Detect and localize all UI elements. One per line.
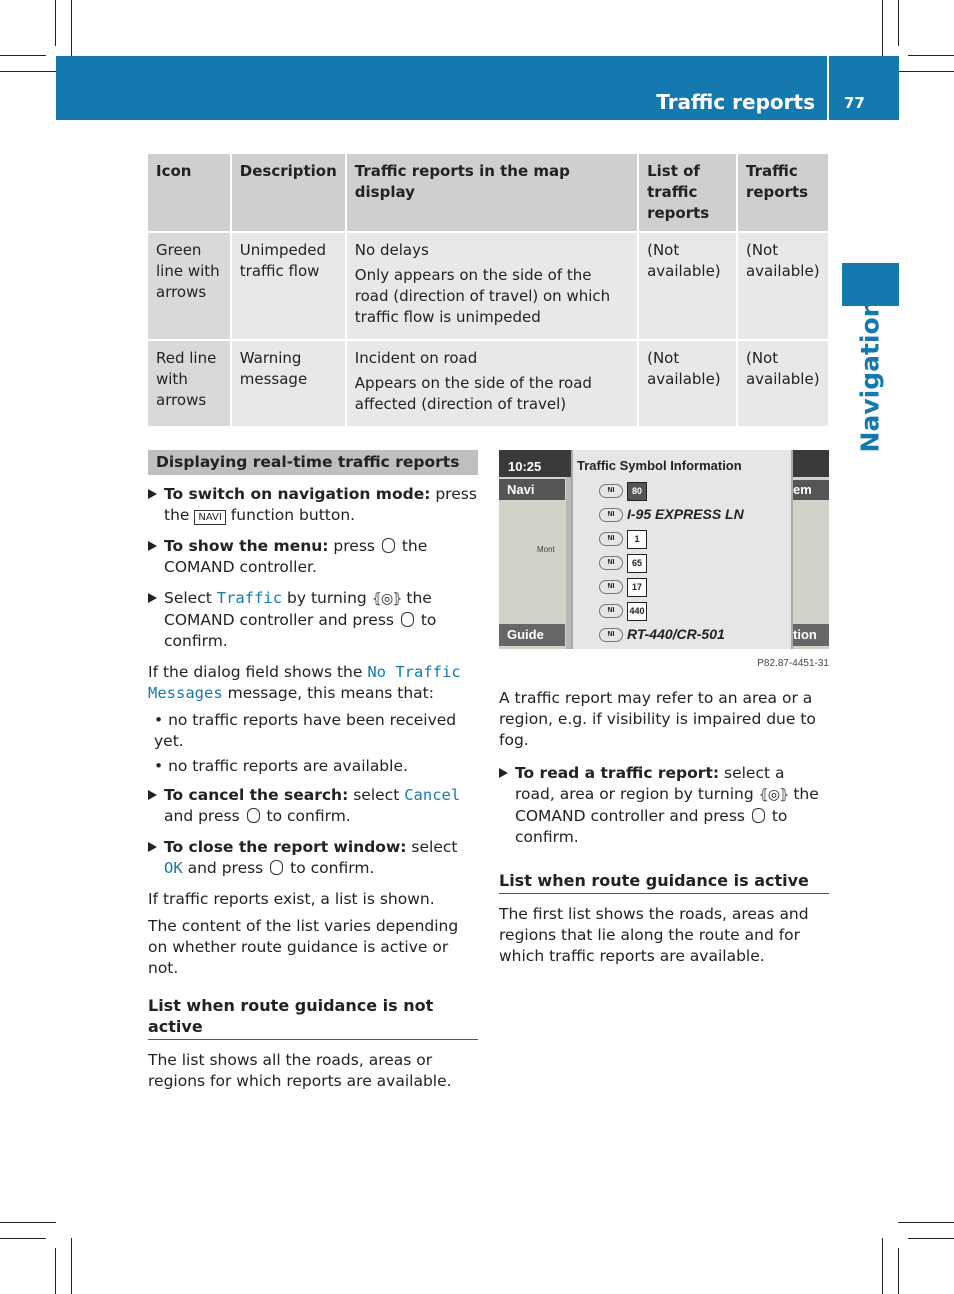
nj-chip-icon: NI — [599, 484, 623, 498]
press-controller-icon — [752, 808, 765, 823]
press-controller-icon — [270, 860, 283, 875]
nj-chip-icon: NI — [599, 532, 623, 546]
crop-mark — [908, 55, 954, 56]
right-column — [499, 450, 829, 973]
step-arrow-icon — [148, 593, 157, 603]
table-header: Icon — [148, 154, 230, 231]
crop-mark — [0, 1222, 56, 1223]
step-arrow-icon — [148, 842, 157, 852]
screen-list-item — [599, 624, 725, 644]
crop-mark — [898, 1222, 954, 1223]
table-cell — [345, 339, 637, 426]
table-header: List of traffic reports — [637, 154, 736, 231]
step-text: by turning — [287, 589, 367, 607]
instruction-step — [148, 837, 478, 879]
instruction-step — [148, 536, 478, 578]
screen-right-option: tion — [793, 624, 829, 646]
step-text: press — [333, 537, 375, 555]
table-row — [148, 339, 828, 426]
step-arrow-icon — [499, 768, 508, 778]
paragraph: The content of the list varies depending on whether route guidance is active or not. — [148, 917, 459, 977]
table-cell: (Not available) — [637, 231, 736, 339]
screen-right-item: em — [793, 480, 829, 500]
crop-mark — [71, 0, 72, 56]
cell-main: No delays — [354, 241, 429, 259]
screen-list-item — [599, 504, 744, 524]
cell-detail: Appears on the side of the road affected (direction of travel) — [354, 374, 592, 413]
screen-dialog — [571, 450, 793, 649]
step-text: the COMAND controller. — [164, 537, 428, 576]
step-text: function button. — [230, 506, 356, 524]
us-route-shield-icon: 1 — [627, 530, 647, 549]
table-cell: Warning message — [230, 339, 345, 426]
us-route-shield-icon: 65 — [627, 554, 647, 573]
nj-chip-icon: NI — [599, 508, 623, 522]
crop-mark — [882, 1238, 883, 1294]
screen-guide-item: Guide — [499, 624, 565, 646]
table-header: Traffic reports — [736, 154, 828, 231]
step-text: press the — [164, 485, 477, 524]
road-name: I-95 EXPRESS LN — [627, 506, 744, 522]
table-header: Description — [230, 154, 345, 231]
comand-screenshot — [499, 450, 829, 649]
press-controller-icon — [382, 538, 395, 553]
cell-main: Incident on road — [354, 349, 478, 367]
crop-mark — [55, 0, 56, 46]
state-route-shield-icon: 440 — [627, 602, 647, 621]
table-cell — [345, 231, 637, 339]
menu-item-code: Traffic — [216, 589, 283, 607]
bullet-item: • no traffic reports have been received yet. — [154, 711, 457, 750]
paragraph: If traffic reports exist, a list is shown. — [148, 890, 435, 908]
step-arrow-icon — [148, 790, 157, 800]
menu-item-code: OK — [164, 859, 183, 877]
screen-clock: 10:25 — [508, 459, 542, 474]
table-cell: (Not available) — [736, 231, 828, 339]
paragraph — [148, 662, 478, 704]
navi-key-icon: NAVI — [194, 510, 225, 525]
step-text: the COMAND controller and press — [515, 785, 819, 825]
instruction-step — [148, 588, 478, 652]
para-text: If the dialog field shows the — [148, 663, 363, 681]
page-number: 77 — [844, 94, 865, 112]
image-reference-code: P82.87-4451-31 — [757, 658, 829, 669]
turn-controller-icon: ⦃◎⦄ — [758, 787, 789, 803]
crop-mark — [898, 1248, 899, 1294]
traffic-icon-table — [148, 154, 828, 426]
nj-chip-icon: NI — [599, 580, 623, 594]
crop-mark — [0, 55, 46, 56]
table-header-row — [148, 154, 828, 231]
map-label: Mont — [537, 545, 555, 554]
para-text: message, this means that: — [227, 684, 434, 702]
paragraph: The list shows all the roads, areas or regions for which reports are available. — [148, 1051, 452, 1090]
step-arrow-icon — [148, 489, 157, 499]
crop-mark — [898, 71, 954, 72]
crop-mark — [55, 1248, 56, 1294]
cell-detail: Only appears on the side of the road (direction of travel) on which traffic flow is unimpeded — [354, 266, 611, 326]
menu-item-code: Cancel — [404, 786, 461, 804]
instruction-step — [148, 785, 478, 827]
paragraph: A traffic report may refer to an area or a region, e.g. if visibility is impaired due to fog. — [499, 689, 816, 749]
instruction-step — [499, 763, 829, 848]
crop-mark — [71, 1238, 72, 1294]
screen-list-item — [599, 576, 651, 596]
nj-chip-icon: NI — [599, 556, 623, 570]
nj-chip-icon: NI — [599, 604, 623, 618]
step-title: To switch on navigation mode: — [164, 485, 431, 503]
page-header — [56, 56, 899, 120]
sub-heading: List when route guidance is not active — [148, 995, 478, 1040]
screen-dialog-title: Traffic Symbol Information — [577, 458, 742, 473]
press-controller-icon — [247, 808, 260, 823]
crop-mark — [898, 0, 899, 46]
step-text: and press — [164, 807, 240, 825]
bullet-item: • no traffic reports are available. — [154, 757, 408, 775]
step-text: and press — [187, 859, 264, 877]
step-arrow-icon — [148, 541, 157, 551]
table-cell: Green line with arrows — [148, 231, 230, 339]
screen-list-item — [599, 480, 651, 500]
screen-list-item — [599, 528, 651, 548]
screen-list-item — [599, 552, 651, 572]
step-title: To read a traffic report: — [515, 764, 720, 782]
step-text: select a road, area or region by turning — [515, 764, 785, 803]
page-title: Traffic reports — [656, 90, 815, 114]
step-title: To close the report window: — [164, 838, 407, 856]
crop-mark — [0, 1238, 46, 1239]
table-cell: Red line with arrows — [148, 339, 230, 426]
state-route-shield-icon: 17 — [627, 578, 647, 597]
step-text: select — [411, 838, 458, 856]
interstate-shield-icon: 80 — [627, 482, 647, 501]
crop-mark — [882, 0, 883, 56]
table-row — [148, 231, 828, 339]
step-title: To show the menu: — [164, 537, 329, 555]
paragraph: The first list shows the roads, areas and regions that lie along the route and for which traffic reports are available. — [499, 905, 809, 965]
step-text: to confirm. — [266, 807, 351, 825]
road-name: RT-440/CR-501 — [627, 626, 725, 642]
instruction-step — [148, 484, 478, 526]
step-text: select — [353, 786, 400, 804]
crop-mark — [908, 1238, 954, 1239]
side-tab-label: Navigation — [855, 299, 885, 453]
table-cell: (Not available) — [736, 339, 828, 426]
section-heading: Displaying real-time traffic reports — [148, 450, 478, 475]
step-text: the COMAND controller and press — [164, 589, 432, 629]
press-controller-icon — [401, 612, 414, 627]
bullet-text: no traffic reports have been received yet. — [154, 711, 457, 750]
table-header: Traffic reports in the map display — [345, 154, 637, 231]
table-cell: (Not available) — [637, 339, 736, 426]
table-cell: Unimpeded traffic flow — [230, 231, 345, 339]
step-text: to confirm. — [290, 859, 375, 877]
screen-navi-item: Navi — [499, 479, 565, 500]
nj-chip-icon: NI — [599, 628, 623, 642]
sub-heading: List when route guidance is active — [499, 870, 829, 894]
turn-controller-icon: ⦃◎⦄ — [371, 591, 402, 607]
step-text: to confirm. — [515, 807, 788, 846]
step-text: to confirm. — [164, 611, 437, 650]
crop-mark — [0, 71, 56, 72]
bullet-text: no traffic reports are available. — [168, 757, 408, 775]
step-text: Select — [164, 589, 212, 607]
screen-list-item — [599, 600, 651, 620]
message-code: No Traffic Messages — [148, 663, 461, 702]
header-divider — [827, 56, 829, 120]
step-title: To cancel the search: — [164, 786, 349, 804]
left-column — [148, 450, 478, 1098]
